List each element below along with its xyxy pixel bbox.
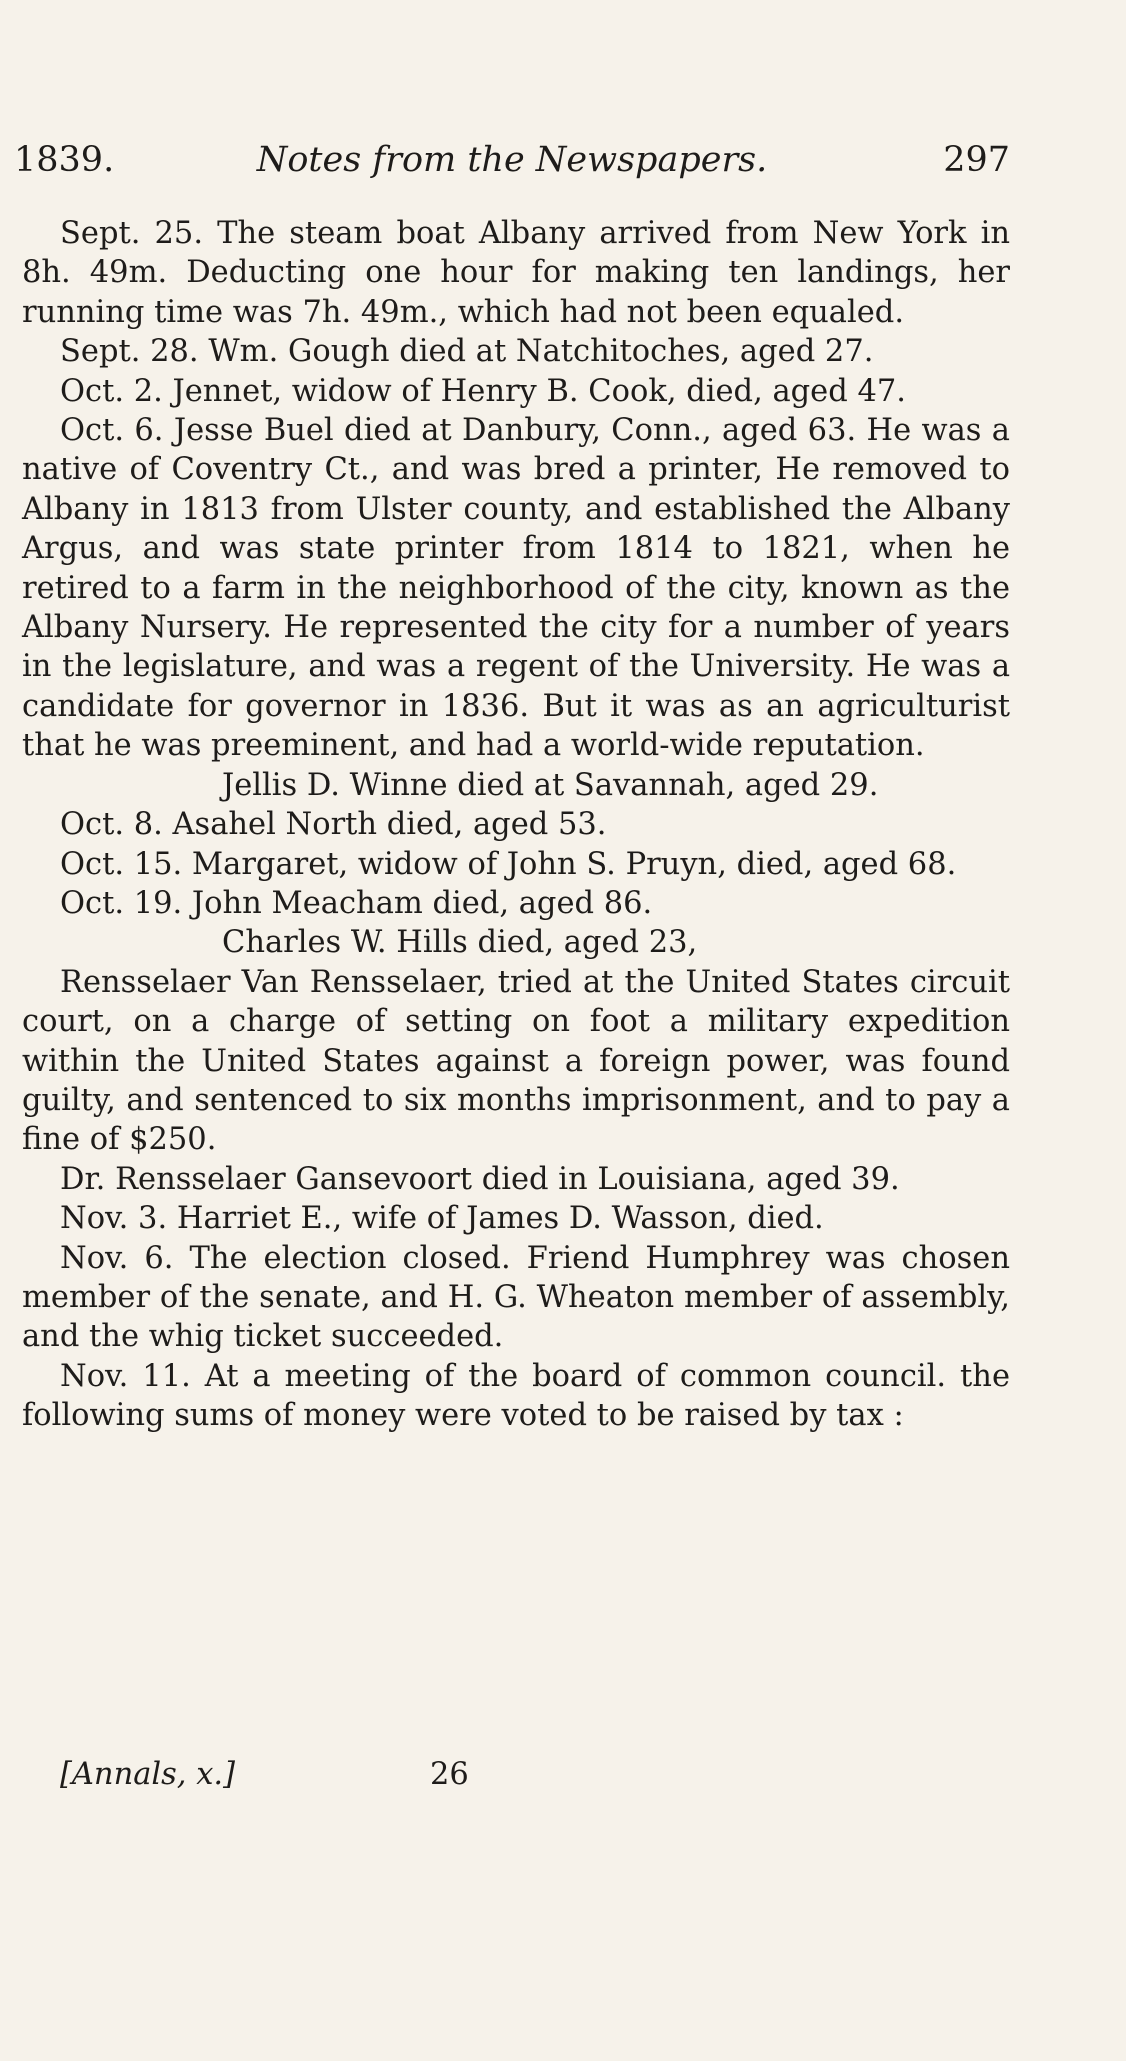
entry-oct-2: Oct. 2. Jennet, widow of Henry B. Cook, died, aged 47. [60,373,906,409]
entry-nov-11: Nov. 11. At a meeting of the board of common council. the following sums of money were voted to be raised by tax : [22,1358,1010,1434]
signature-number: 26 [430,1757,469,1792]
entry-nov-3: Nov. 3. Harriet E., wife of James D. Wasson, died. [60,1201,824,1237]
running-title: Notes from the Newspapers. [256,140,768,180]
entry-nov-6: Nov. 6. The election closed. Friend Humphrey was chosen member of the senate, and H. G. Wheaton member of assembly, and the whig ticket succeeded. [22,1240,1010,1355]
entry-oct-19: Oct. 19. John Meacham died, aged 86. [60,885,653,921]
entry-charles-hills: Charles W. Hills died, aged 23, [222,925,698,961]
header-year: 1839. [14,140,115,180]
body-text [22,214,1010,1436]
entry-sept-28: Sept. 28. Wm. Gough died at Natchitoches, aged 27. [60,334,874,370]
entry-jellis-winne: Jellis D. Winne died at Savannah, aged 29. [222,767,879,803]
running-header [14,140,1010,180]
signature-note: [Annals, x.] [60,1757,235,1792]
entry-gansevoort: Dr. Rensselaer Gansevoort died in Louisiana, aged 39. [60,1161,900,1197]
entry-van-rensselaer: Rensselaer Van Rensselaer, tried at the United States circuit court, on a charge of setting on foot a military expedition within the United States against a foreign power, was found guilty, and sentenced to six months imprisonment, and to pay a fine of $250. [22,964,1010,1158]
signature-line [60,1755,560,1795]
page-number: 297 [943,140,1010,180]
entry-oct-6: Oct. 6. Jesse Buel died at Danbury, Conn., aged 63. He was a native of Coventry Ct., and was bred a printer, He removed to Albany in 1813 from Ulster county, and established the Albany Argus, and was state printer from 1814 to 1821, when he retired to a farm in the neighborhood of the city, known as the Albany Nursery. He represented the city for a number of years in the legislature, and was a regent of the University. He was a candidate for governor in 1836. But it was as an agriculturist that he was preeminent, and had a world-wide reputation. [22,413,1010,764]
entry-oct-8: Oct. 8. Asahel North died, aged 53. [60,807,607,843]
entry-oct-15: Oct. 15. Margaret, widow of John S. Pruyn, died, aged 68. [60,846,957,882]
entry-sept-25: Sept. 25. The steam boat Albany arrived from New York in 8h. 49m. Deducting one hour for making ten landings, her running time was 7h. 49m., which had not been equaled. [22,216,1010,330]
